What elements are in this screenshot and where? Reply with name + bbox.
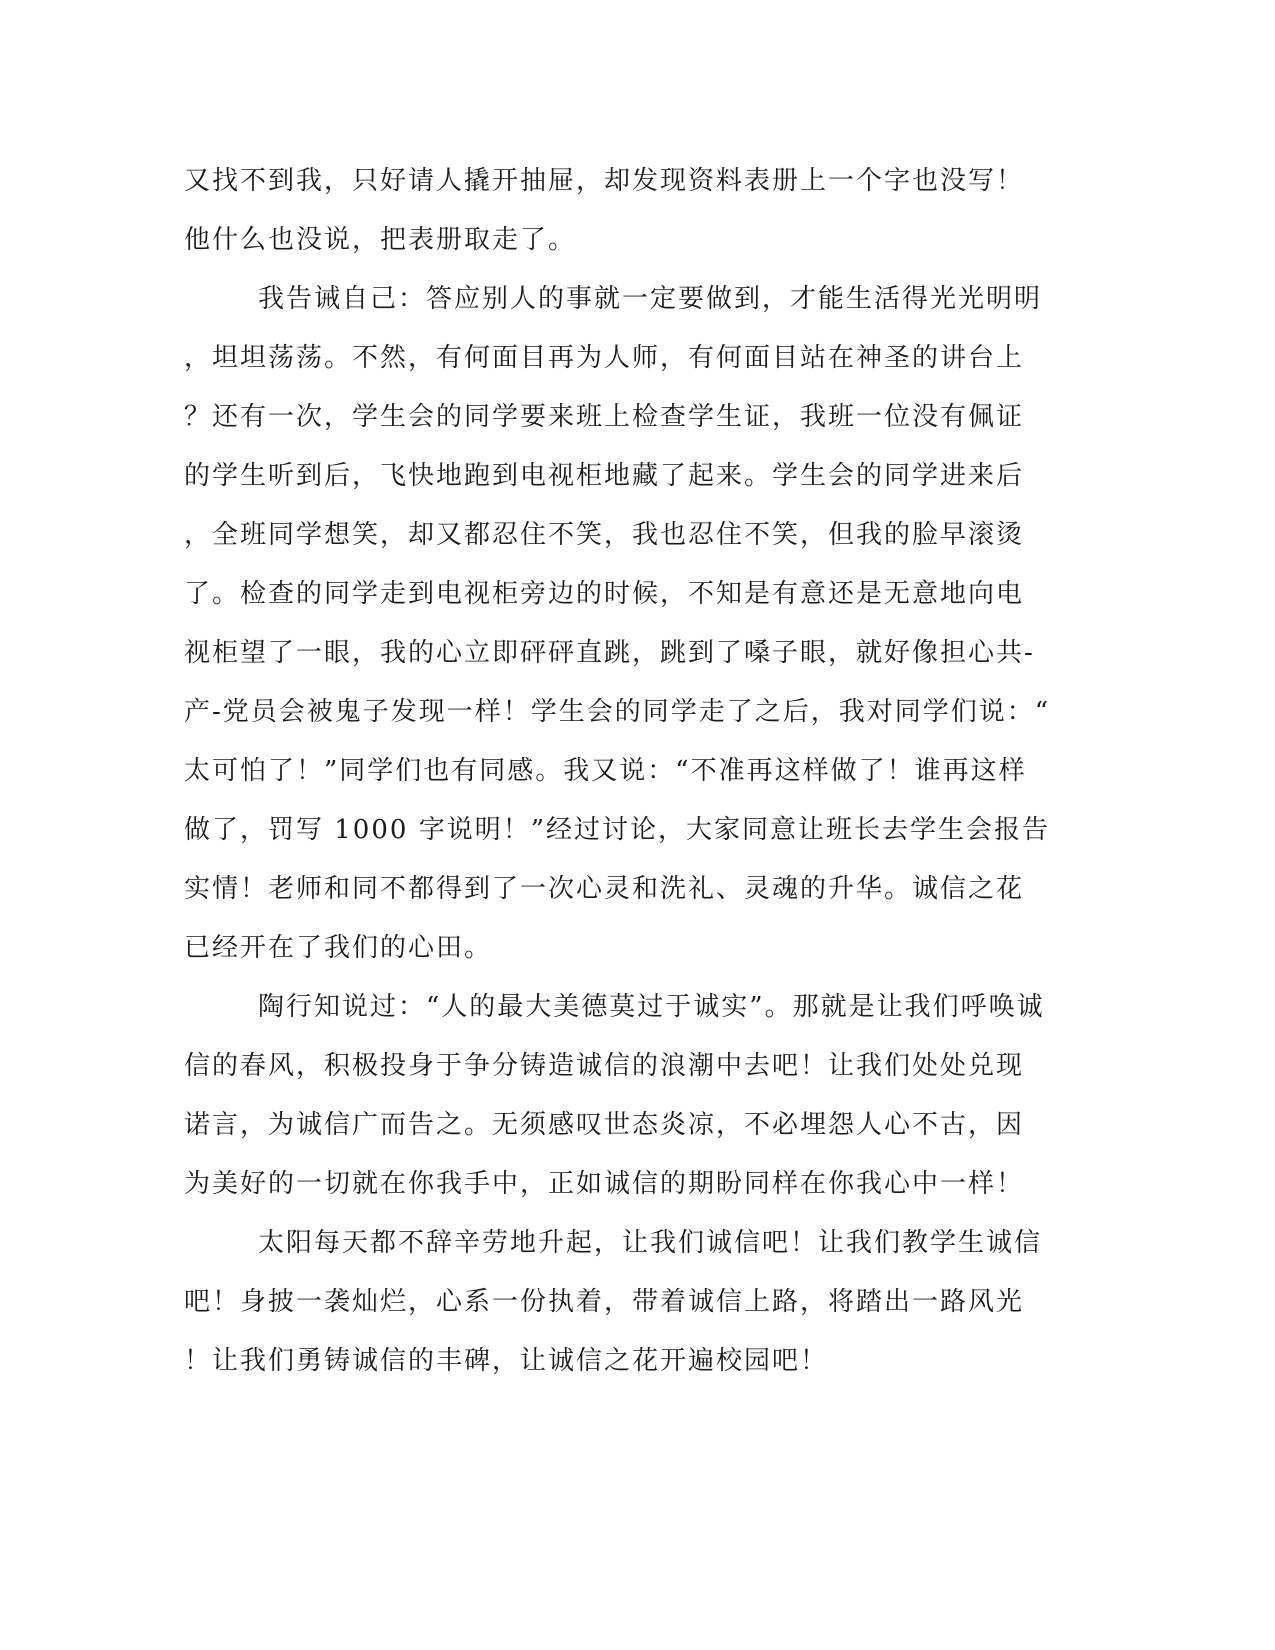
text-line: 为美好的一切就在你我手中，正如诚信的期盼同样在你我心中一样！ xyxy=(184,1169,1025,1199)
text-line: 他什么也没说，把表册取走了。 xyxy=(184,225,577,255)
text-line: 做了，罚写 1000 字说明！”经过讨论，大家同意让班长去学生会报告 xyxy=(184,815,1050,845)
text-line: 实情！老师和同不都得到了一次心灵和洗礼、灵魂的升华。诚信之花 xyxy=(184,874,1025,904)
text-line: ，坦坦荡荡。不然，有何面目再为人师，有何面目站在神圣的讲台上 xyxy=(184,343,1025,373)
text-line: ，全班同学想笑，却又都忍住不笑，我也忍住不笑，但我的脸早滚烫 xyxy=(184,520,1025,550)
paragraph-first-line: 陶行知说过：“人的最大美德莫过于诚实”。那就是让我们呼唤诚 xyxy=(258,992,1045,1022)
paragraph-first-line: 太阳每天都不辞辛劳地升起，让我们诚信吧！让我们教学生诚信 xyxy=(258,1228,1043,1258)
text-line: 吧！身披一袭灿烂，心系一份执着，带着诚信上路，将踏出一路风光 xyxy=(184,1287,1025,1317)
text-line: 诺言，为诚信广而告之。无须感叹世态炎凉，不必埋怨人心不古，因 xyxy=(184,1110,1025,1140)
text-line: 太可怕了！”同学们也有同感。我又说：“不准再这样做了！谁再这样 xyxy=(184,756,1027,786)
text-line: 了。检查的同学走到电视柜旁边的时候，不知是有意还是无意地向电 xyxy=(184,579,1025,609)
text-line: 信的春风，积极投身于争分铸造诚信的浪潮中去吧！让我们处处兑现 xyxy=(184,1051,1025,1081)
text-line: 产-党员会被鬼子发现一样！学生会的同学走了之后，我对同学们说：“ xyxy=(184,697,1051,727)
text-line: ？还有一次，学生会的同学要来班上检查学生证，我班一位没有佩证 xyxy=(184,402,1025,432)
paragraph-first-line: 我告诫自己：答应别人的事就一定要做到，才能生活得光光明明 xyxy=(258,284,1043,314)
text-line: ！让我们勇铸诚信的丰碑，让诚信之花开遍校园吧！ xyxy=(184,1346,829,1376)
text-line: 又找不到我，只好请人撬开抽屉，却发现资料表册上一个字也没写！ xyxy=(184,166,1025,196)
text-line: 的学生听到后，飞快地跑到电视柜地藏了起来。学生会的同学进来后 xyxy=(184,461,1025,491)
text-line: 已经开在了我们的心田。 xyxy=(184,933,493,963)
text-line: 视柜望了一眼，我的心立即砰砰直跳，跳到了嗓子眼，就好像担心共- xyxy=(184,638,1035,668)
